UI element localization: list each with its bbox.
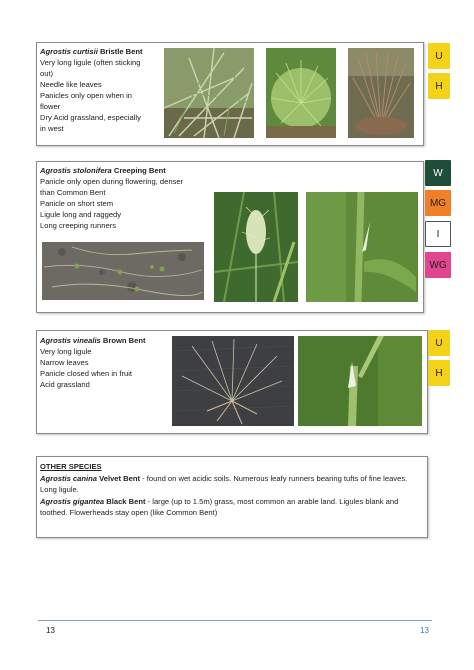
other-species-header: OTHER SPECIES	[40, 462, 102, 471]
photo-creeping-bent-panicle	[214, 192, 298, 302]
habitat-tag-wg: WG	[425, 252, 451, 278]
trait-line: in west	[40, 124, 64, 133]
trait-line: Ligule long and raggedy	[40, 210, 122, 219]
photo-creeping-bent-ligule	[306, 192, 418, 302]
habitat-tag-w: W	[425, 160, 451, 186]
photo-brown-bent-plant	[172, 336, 294, 426]
trait-line: flower	[40, 102, 61, 111]
trait-line: Needle like leaves	[40, 80, 102, 89]
trait-line: out)	[40, 69, 54, 78]
habitat-tag-mg: MG	[425, 190, 451, 216]
photo-creeping-bent-runners	[42, 242, 204, 300]
trait-line: than Common Bent	[40, 188, 106, 197]
trait-line: Narrow leaves	[40, 358, 89, 367]
trait-line: Dry Acid grassland, especially	[40, 113, 141, 122]
footer-divider	[38, 620, 432, 621]
photo-bristle-bent-tussock	[266, 48, 336, 138]
trait-line: Panicle on short stem	[40, 199, 114, 208]
page-number-right: 13	[420, 626, 429, 635]
habitat-tag-i: I	[425, 221, 451, 247]
other-species-item-black-bent: Agrostis gigantea Black Bent - large (up to 1.5m) grass, most common an arable land. Ligules blank and toothed. Flowerheads stay open (like Common Bent)	[40, 496, 399, 517]
species-title: Agrostis curtisii Bristle Bent	[40, 47, 143, 56]
trait-line: Panicle closed when in fruit	[40, 369, 133, 378]
trait-line: Acid grassland	[40, 380, 90, 389]
species-title: Agrostis stolonifera Creeping Bent	[40, 166, 166, 175]
other-species-item-velvet-bent: Agrostis canina Velvet Bent - found on wet acidic soils. Numerous leafy runners bearing tufts of fine leaves. Long ligule.	[40, 473, 408, 494]
trait-line: Panicles only open when in	[40, 91, 133, 100]
trait-line: Very long ligule (often sticking	[40, 58, 141, 67]
trait-line: Long creeping runners	[40, 221, 116, 230]
photo-bristle-bent-leaves	[164, 48, 254, 138]
habitat-tag-u: U	[428, 43, 450, 69]
photo-brown-bent-ligule	[298, 336, 422, 426]
habitat-tag-h: H	[428, 360, 450, 386]
trait-line: Panicle only open during flowering, denser	[40, 177, 184, 186]
habitat-tag-u: U	[428, 330, 450, 356]
species-description-brown-bent	[40, 335, 170, 390]
species-title: Agrostis vinealis Brown Bent	[40, 336, 146, 345]
other-species-text	[40, 461, 420, 519]
habitat-tag-h: H	[428, 73, 450, 99]
species-description-creeping-bent	[40, 165, 210, 231]
photo-bristle-bent-panicles	[348, 48, 414, 138]
trait-line: Very long ligule	[40, 347, 92, 356]
species-description-bristle-bent	[40, 46, 160, 134]
page-number-left: 13	[46, 626, 55, 635]
